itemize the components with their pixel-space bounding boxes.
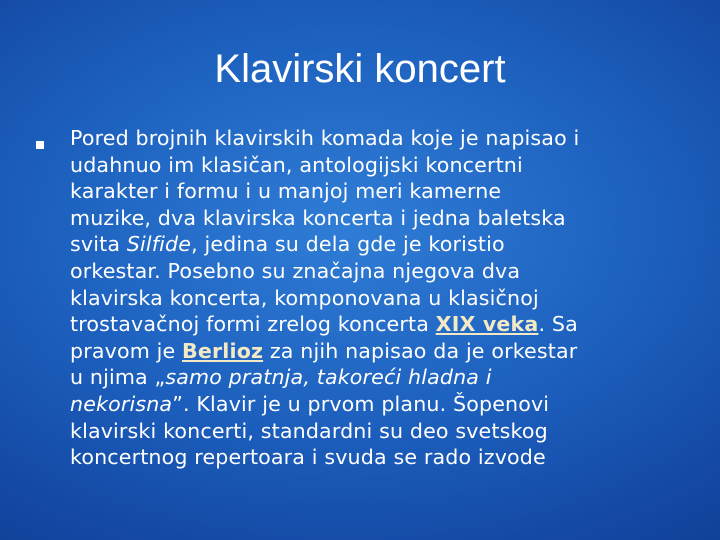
- paragraph-line: [70, 205, 686, 232]
- paragraph-line: [70, 125, 686, 152]
- text-run: koncertnog repertoara i svuda se rado izvode: [70, 445, 546, 470]
- paragraph-line: [70, 258, 686, 285]
- paragraph-line: [70, 285, 686, 312]
- text-run: klavirski koncerti, standardni su deo svetskog: [70, 418, 548, 443]
- paragraph-line: [70, 364, 686, 391]
- paragraph-line: [70, 311, 686, 338]
- text-run: karakter i formu i u manjoj meri kamerne: [70, 179, 502, 204]
- link-xix-veka[interactable]: XIX veka: [435, 312, 539, 337]
- paragraph-line: [70, 391, 686, 418]
- slide-title: Klavirski koncert: [214, 47, 506, 91]
- quote-text: nekorisna: [70, 391, 173, 416]
- text-run: , jedina su dela gde je koristio: [191, 232, 505, 257]
- text-run: klavirska koncerta, komponovana u klasičnoj: [70, 285, 539, 310]
- paragraph-line: [70, 338, 686, 365]
- text-run: . Sa: [538, 312, 578, 337]
- text-run: u njima „: [70, 365, 166, 390]
- paragraph-line: [70, 178, 686, 205]
- text-run: za njih napisao da je orkestar: [263, 338, 578, 363]
- text-run: pravom je: [70, 338, 182, 363]
- text-run: muzike, dva klavirska koncerta i jedna baletska: [70, 205, 566, 230]
- text-run: udahnuo im klasičan, antologijski koncertni: [70, 152, 523, 177]
- bullet-paragraph: [70, 125, 686, 471]
- work-title-silfide: Silfide: [126, 232, 192, 257]
- paragraph-line: [70, 231, 686, 258]
- paragraph-line: [70, 418, 686, 445]
- text-run: orkestar. Posebno su značajna njegova dva: [70, 258, 521, 283]
- text-run: svita: [70, 232, 127, 257]
- link-berlioz[interactable]: Berlioz: [182, 338, 264, 363]
- text-run: Pored brojnih klavirskih komada koje je napisao i: [70, 126, 580, 150]
- text-run: ”. Klavir je u prvom planu. Šopenovi: [172, 391, 550, 416]
- paragraph-line: [70, 152, 686, 179]
- text-run: trostavačnoj formi zrelog koncerta: [70, 312, 436, 337]
- quote-text: samo pratnja, takoreći hladna i: [165, 365, 492, 390]
- paragraph-line: [70, 444, 686, 471]
- square-bullet-icon: [36, 141, 44, 149]
